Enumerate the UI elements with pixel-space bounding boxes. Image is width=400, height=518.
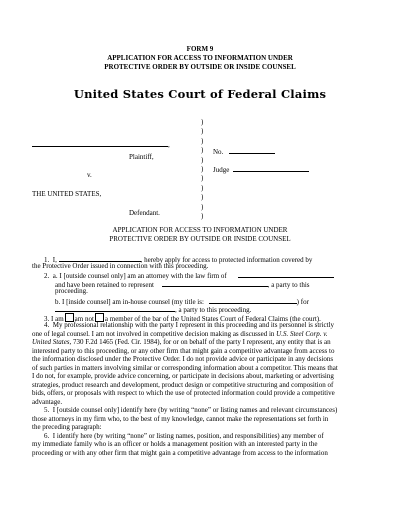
paragraph-4-line-2: one of legal counsel. I am not involved in competitive decision making as discussed in U.S. Steel Corp. v. (32, 330, 328, 338)
paragraph-5-line-1: 5. I [outside counsel only] identify here (by writing “none” or listing names and relevant circumstances) (44, 406, 338, 414)
judge-field[interactable] (213, 164, 309, 174)
paragraph-4-line-10: advantage. (32, 398, 63, 406)
body-heading-line-1: APPLICATION FOR ACCESS TO INFORMATION UNDER (112, 226, 288, 234)
paragraph-4-line-3: United States, 730 F.2d 1465 (Fed. Cir. 1984), for or on behalf of the party I represent, any entity that is an (32, 338, 331, 346)
case-number-field[interactable] (213, 146, 275, 156)
paragraph-1-line-2: the Protective Order issued in connection with this proceeding. (32, 262, 209, 270)
caption-parentheses: ) ) ) ) ) ) ) ) ) ) ) (201, 118, 204, 220)
form-number: FORM 9 (186, 45, 214, 53)
plaintiff-label: Plaintiff, (129, 153, 154, 161)
paragraph-2a-line-2: and have been retained to represent , a party to this (55, 281, 310, 289)
case-number-label: No. (213, 148, 224, 156)
body-heading-line-2: PROTECTIVE ORDER BY OUTSIDE OR INSIDE COUNSEL (109, 235, 291, 243)
paragraph-4-line-7: I do not, for example, provide advice concerning, or participate in decisions about, marketing or advertising (32, 372, 334, 380)
form-title-line-2: PROTECTIVE ORDER BY OUTSIDE OR INSIDE COUNSEL (104, 63, 296, 71)
plaintiff-name-field[interactable]: , (32, 139, 170, 149)
paragraph-4-line-6: of such parties in matters involving similar or corresponding information about a competitor. This means that (32, 364, 338, 372)
paragraph-5-line-3: the preceding paragraph: (32, 423, 102, 431)
represented-party-field[interactable] (162, 279, 268, 287)
paragraph-6-line-2: my immediate family who is an officer or holds a management position with an interested party in the (32, 440, 318, 448)
paragraph-4-line-5: the information disclosed under the Protective Order. I do not provide advice or participate in any decisions (32, 355, 334, 363)
paragraph-2b-line-1: b. I [inside counsel] am in-house counsel (my title is: ) for (55, 298, 309, 306)
paragraph-4-line-1: 4. My professional relationship with the party I represent in this proceeding and its personnel is strictly (44, 321, 335, 329)
paragraph-3: 3. I am am not a member of the bar of the United States Court of Federal Claims (the court). (44, 315, 321, 323)
defendant-name: THE UNITED STATES, (32, 190, 102, 198)
inhouse-title-field[interactable] (209, 296, 297, 304)
paragraph-2b-line-2: , a party to this proceeding. (55, 304, 251, 314)
judge-label: Judge (213, 166, 230, 174)
inhouse-party-field[interactable] (55, 304, 175, 312)
paragraph-2a-line-3: proceeding. (55, 287, 88, 295)
versus-label: v. (87, 171, 92, 179)
law-firm-field[interactable] (238, 270, 334, 278)
court-name: United States Court of Federal Claims (73, 87, 327, 101)
paragraph-5-line-2: those attorneys in my firm who, to the best of my knowledge, cannot make the representations set forth in (32, 415, 329, 423)
paragraph-2a-line-1: 2. a. I [outside counsel only] am an attorney with the law firm of (44, 270, 334, 280)
paragraph-4-line-8: strategies, product research and development, product design or competitive structuring and composition of (32, 381, 334, 389)
paragraph-6-line-1: 6. I identify here (by writing “none” or listing names, position, and responsibilities) any member of (44, 432, 324, 440)
paragraph-1-line-1: 1. I, , hereby apply for access to protected information covered by (44, 256, 313, 264)
paragraph-4-line-4: interested party to this proceeding, or any other firm that might gain a competitive advantage from access to (32, 347, 335, 355)
paragraph-4-line-9: bids, offers, or proposals with respect to which the use of protected information could provide a competitive (32, 389, 335, 397)
applicant-name-field[interactable] (59, 254, 141, 262)
paragraph-6-line-3: proceeding or with any other firm that might gain a competitive advantage from access to the information (32, 449, 328, 457)
form-title-line-1: APPLICATION FOR ACCESS TO INFORMATION UNDER (107, 54, 293, 62)
defendant-label: Defendant. (129, 209, 160, 217)
